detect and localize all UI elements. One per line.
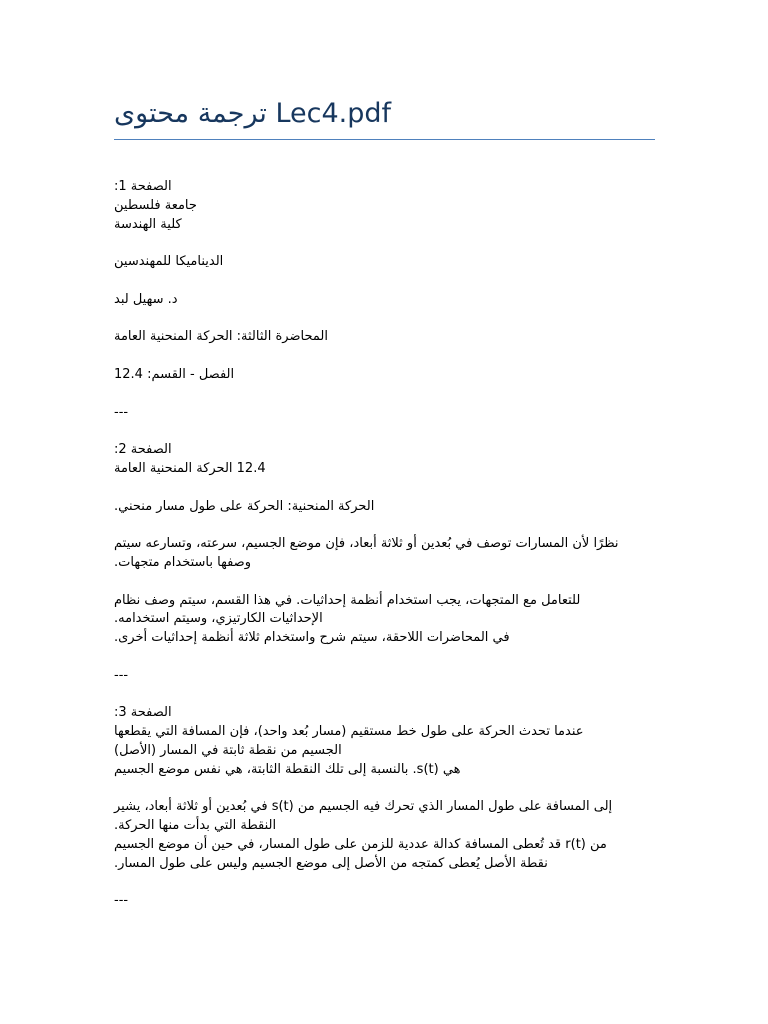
course-name: الديناميكا للمهندسين <box>114 254 224 270</box>
paragraph-line: الإحداثيات الكارتيزي، وسيتم استخدامه. <box>114 611 323 627</box>
instructor-name: د. سهيل لبد <box>114 291 178 307</box>
paragraph-line: في المحاضرات اللاحقة، سيتم شرح واستخدام ثلاثة أنظمة إحداثيات أخرى. <box>114 630 510 646</box>
lecture-title: المحاضرة الثالثة: الحركة المنحنية العامة <box>114 329 328 345</box>
separator: --- <box>114 893 129 909</box>
page-3-heading: الصفحة 3: <box>114 705 172 721</box>
faculty-name: كلية الهندسة <box>114 216 182 232</box>
paragraph-line: للتعامل مع المتجهات، يجب استخدام أنظمة إحداثيات. في هذا القسم، سيتم وصف نظام <box>114 592 581 608</box>
title-underline <box>114 139 655 140</box>
section-heading: 12.4 الحركة المنحنية العامة <box>114 460 266 476</box>
separator: --- <box>114 404 129 420</box>
page-1-heading: الصفحة 1: <box>114 179 172 194</box>
document-body <box>114 178 655 911</box>
paragraph-line: من r(t) قد تُعطى المسافة كدالة عددية للزمن على طول المسار، في حين أن موضع الجسيم <box>114 836 607 852</box>
paragraph-line: عندما تحدث الحركة على طول خط مستقيم (مسار بُعد واحد)، فإن المسافة التي يقطعها <box>114 724 584 740</box>
chapter-section: الفصل - القسم: 12.4 <box>114 366 235 382</box>
university-name: جامعة فلسطين <box>114 197 197 213</box>
separator: --- <box>114 667 129 683</box>
paragraph-line: نقطة الأصل يُعطى كمتجه من الأصل إلى موضع الجسيم وليس على طول المسار. <box>114 855 548 871</box>
paragraph-line: هي s(t). بالنسبة إلى تلك النقطة الثابتة، هي نفس موضع الجسيم <box>114 761 461 777</box>
paragraph-line: إلى المسافة على طول المسار الذي تحرك فيه الجسيم من s(t) في بُعدين أو ثلاثة أبعاد، يشير <box>114 799 613 815</box>
paragraph-line: الجسيم من نقطة ثابتة في المسار (الأصل) <box>114 742 342 758</box>
paragraph-line: وصفها باستخدام متجهات. <box>114 554 251 570</box>
paragraph-line: الحركة المنحنية: الحركة على طول مسار منحني. <box>114 498 375 514</box>
document-title: ترجمة محتوى Lec4.pdf <box>114 98 392 129</box>
paragraph-line: نظرًا لأن المسارات توصف في بُعدين أو ثلاثة أبعاد، فإن موضع الجسيم، سرعته، وتسارعه سيتم <box>114 536 619 552</box>
paragraph-line: النقطة التي بدأت منها الحركة. <box>114 818 277 834</box>
page-2-heading: الصفحة 2: <box>114 442 172 458</box>
